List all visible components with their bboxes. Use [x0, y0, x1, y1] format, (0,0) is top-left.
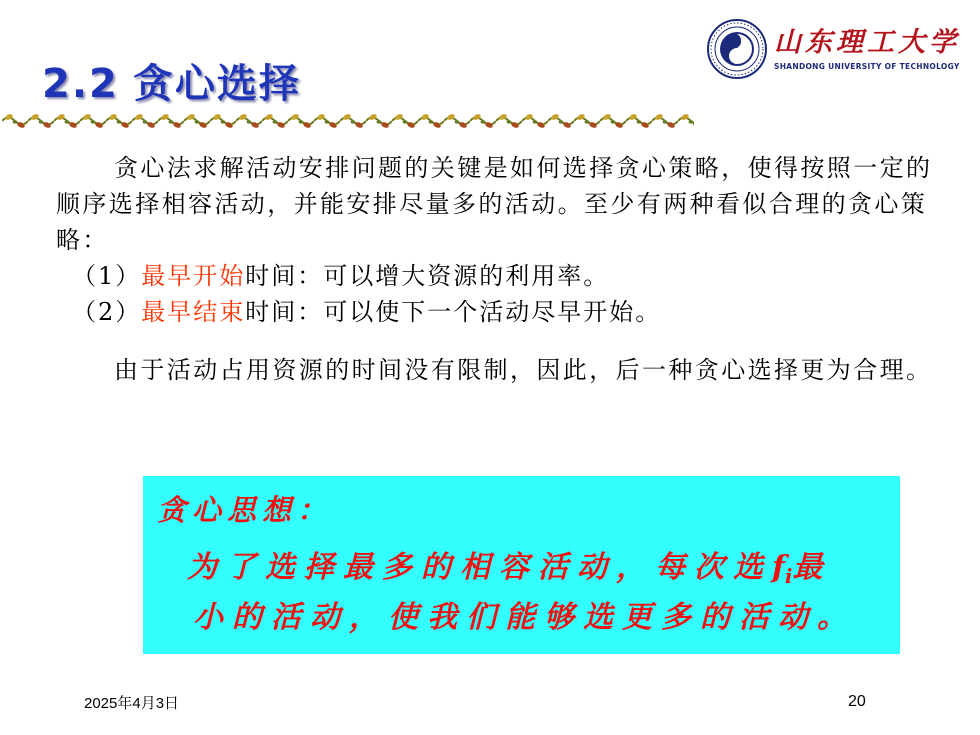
section-number: 2.2 — [42, 61, 119, 107]
body-text — [56, 150, 956, 388]
section-title: 贪心选择 — [132, 61, 301, 107]
finish-time-variable: f — [772, 550, 785, 585]
item-text: 时间：可以增大资源的利用率。 — [245, 262, 610, 290]
callout-heading: 贪心思想： — [157, 493, 333, 527]
university-logo — [706, 18, 960, 80]
finish-time-subscript: i — [784, 564, 793, 588]
paragraph-1: 贪心法求解活动安排问题的关键是如何选择贪心策略，使得按照一定的顺序选择相容活动，并能安排尽量多的活动。至少有两种看似合理的贪心策略： — [56, 154, 933, 254]
greedy-idea-callout — [143, 476, 900, 654]
item-highlight: 最早结束 — [141, 298, 246, 326]
callout-line-1-end: 最 — [792, 550, 832, 585]
slide-title — [42, 52, 301, 109]
logo-name-en: SHANDONG UNIVERSITY OF TECHNOLOGY — [774, 62, 960, 71]
paragraph-2: 由于活动占用资源的时间没有限制，因此，后一种贪心选择更为合理。 — [114, 356, 933, 384]
callout-line-1-text: 为了选择最多的相容活动，每次选 — [187, 550, 772, 585]
callout-line-1 — [187, 542, 832, 588]
item-prefix: （1） — [72, 262, 142, 290]
item-prefix: （2） — [72, 298, 142, 326]
list-item — [56, 294, 956, 330]
logo-name-cn: 山东理工大学 — [774, 27, 960, 58]
university-seal-icon — [706, 18, 768, 80]
decorative-divider — [2, 110, 694, 132]
list-item — [56, 258, 956, 294]
item-highlight: 最早开始 — [141, 262, 246, 290]
page-number: 20 — [848, 693, 866, 710]
footer-date: 2025年4月3日 — [84, 695, 180, 712]
callout-line-2: 小的活动，使我们能够选更多的活动。 — [193, 600, 856, 635]
item-text: 时间：可以使下一个活动尽早开始。 — [245, 298, 662, 326]
